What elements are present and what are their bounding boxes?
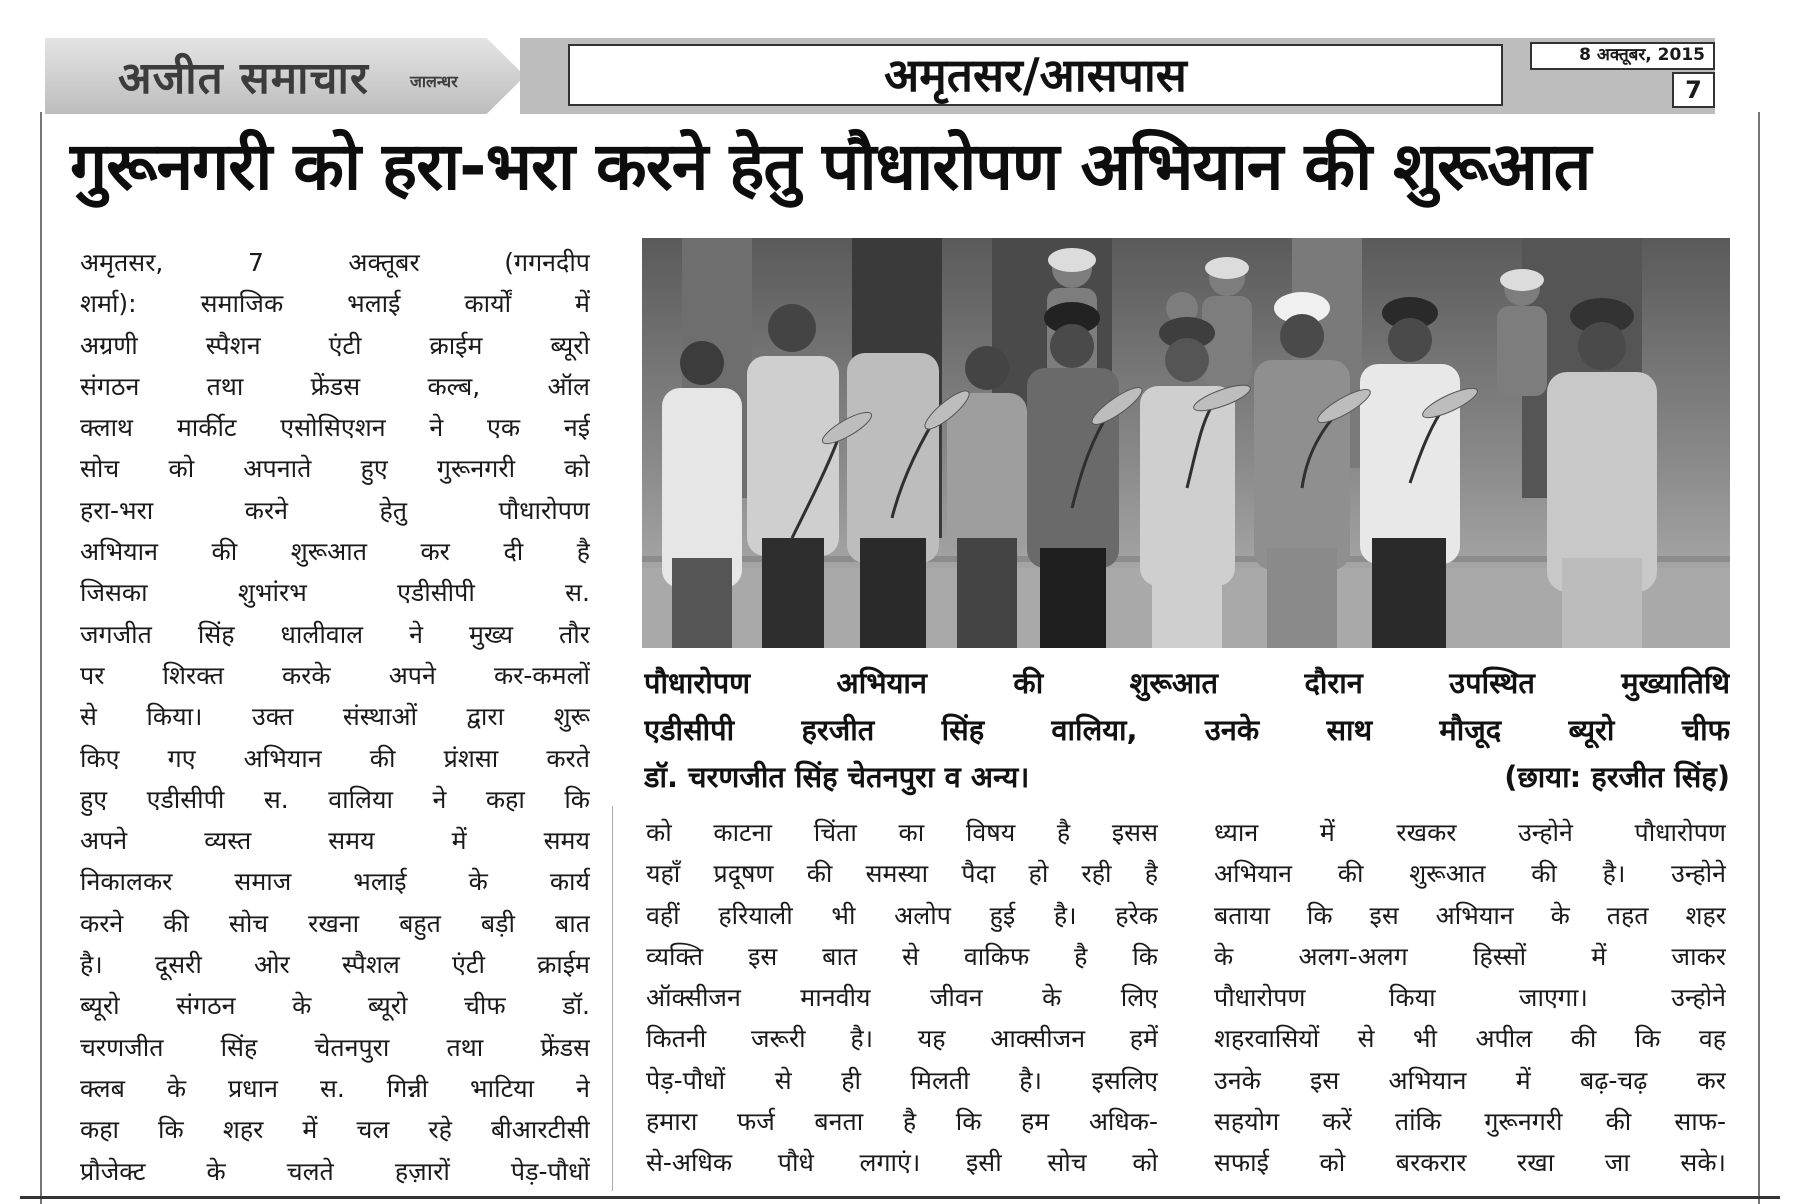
article-line: संगठन तथा फ्रेंडस कल्ब, ऑल — [80, 371, 590, 401]
article-line: करने की सोच रखना बहुत बड़ी बात — [80, 908, 590, 938]
article-line: सहयोग करें तांकि गुरूनगरी की साफ- — [1214, 1107, 1726, 1137]
column-rule — [612, 806, 613, 1191]
article-line: से किया। उक्त संस्थाओं द्वारा शुरू — [80, 702, 590, 732]
headline: गुरूनगरी को हरा-भरा करने हेतु पौधारोपण अभियान की शुरूआत — [70, 128, 1591, 205]
article-line: कितनी जरूरी है। यह आक्सीजन हमें — [646, 1024, 1158, 1054]
article-line: बताया कि इस अभियान के तहत शहर — [1214, 900, 1726, 930]
article-column-3 — [1214, 812, 1726, 1184]
article-line: उनके इस अभियान में बढ़-चढ़ कर — [1214, 1065, 1726, 1095]
photo-credit: (छाया: हरजीत सिंह) — [1504, 760, 1730, 794]
page-frame-left — [40, 112, 42, 1204]
article-line: अभियान की शुरूआत की है। उन्होने — [1214, 859, 1726, 889]
article-line: पर शिरक्त करके अपने कर-कमलों — [80, 660, 590, 690]
article-line: ऑक्सीजन मानवीय जीवन के लिए — [646, 983, 1158, 1013]
article-line: हरा-भरा करने हेतु पौधारोपण — [80, 495, 590, 525]
article-line: अमृतसर, 7 अक्तूबर (गगनदीप — [80, 248, 590, 277]
article-line: किए गए अभियान की प्रंशसा करते — [80, 743, 590, 773]
article-line: हुए एडीसीपी स. वालिया ने कहा कि — [80, 784, 590, 814]
article-line: ध्यान में रखकर उन्होने पौधारोपण — [1214, 818, 1726, 847]
issue-date: 8 अक्तूबर, 2015 — [1579, 45, 1705, 65]
article-line: क्लाथ मार्कीट एसोसिएशन ने एक नई — [80, 413, 590, 443]
article-line: है। दूसरी ओर स्पैशल एंटी क्राईम — [80, 950, 590, 980]
newspaper-name: अजीत समाचार — [118, 53, 369, 104]
article-line: को काटना चिंता का विषय है इसस — [646, 818, 1158, 847]
article-line: के अलग-अलग हिस्सों में जाकर — [1214, 941, 1726, 971]
article-line: चरणजीत सिंह चेतनपुरा तथा फ्रेंडस — [80, 1032, 590, 1062]
article-column-2 — [646, 812, 1158, 1184]
article-line: से-अधिक पौधे लगाएं। इसी सोच को — [646, 1148, 1158, 1178]
article-line: वहीं हरियाली भी अलोप हुई है। हरेक — [646, 900, 1158, 930]
article-line: सोच को अपनाते हुए गुरूनगरी को — [80, 454, 590, 484]
article-line: जिसका शुभांरभ एडीसीपी स. — [80, 578, 590, 608]
article-line: जगजीत सिंह धालीवाल ने मुख्य तौर — [80, 619, 590, 649]
section-title: अमृतसर/आसपास — [884, 48, 1187, 102]
article-line: कहा कि शहर में चल रहे बीआरटीसी — [80, 1115, 590, 1145]
article-column-1 — [80, 242, 590, 1192]
article-line: सफाई को बरकरार रखा जा सके। — [1214, 1148, 1726, 1178]
article-line: शहरवासियों से भी अपील की कि वह — [1214, 1024, 1726, 1054]
article-line: पौधारोपण किया जाएगा। उन्होने — [1214, 983, 1726, 1013]
article-line: निकालकर समाज भलाई के कार्य — [80, 867, 590, 897]
news-photo — [642, 238, 1730, 648]
article-line: प्रौजेक्ट के चलते हज़ारों पेड़-पौधों — [80, 1156, 590, 1186]
caption-line: एडीसीपी हरजीत सिंह वालिया, उनके साथ मौजूद ब्यूरो चीफ — [644, 713, 1730, 747]
caption-line: पौधारोपण अभियान की शुरूआत दौरान उपस्थित मुख्यातिथि — [644, 666, 1730, 700]
article-line: अपने व्यस्त समय में समय — [80, 826, 590, 856]
caption-text: डॉ. चरणजीत सिंह चेतनपुरा व अन्य। — [644, 760, 1030, 794]
page-number: 7 — [1685, 76, 1702, 104]
article-line: अग्रणी स्पैशन एंटी क्राईम ब्यूरो — [80, 330, 590, 360]
article-line: यहाँ प्रदूषण की समस्या पैदा हो रही है — [646, 859, 1158, 889]
article-line: शर्मा): समाजिक भलाई कार्यों में — [80, 289, 590, 319]
page-frame-bottom — [20, 1196, 1780, 1199]
newspaper-city: जालन्धर — [410, 72, 458, 91]
page-frame-right — [1758, 112, 1760, 1204]
article-line: पेड़-पौधों से ही मिलती है। इसलिए — [646, 1065, 1158, 1095]
photo-caption — [644, 660, 1730, 801]
article-line: अभियान की शुरूआत कर दी है — [80, 537, 590, 567]
article-line: क्लब के प्रधान स. गिन्नी भाटिया ने — [80, 1073, 590, 1103]
article-line: ब्यूरो संगठन के ब्यूरो चीफ डॉ. — [80, 991, 590, 1021]
caption-line — [644, 754, 1730, 801]
article-line: व्यक्ति इस बात से वाकिफ है कि — [646, 941, 1158, 971]
article-line: हमारा फर्ज बनता है कि हम अधिक- — [646, 1107, 1158, 1137]
